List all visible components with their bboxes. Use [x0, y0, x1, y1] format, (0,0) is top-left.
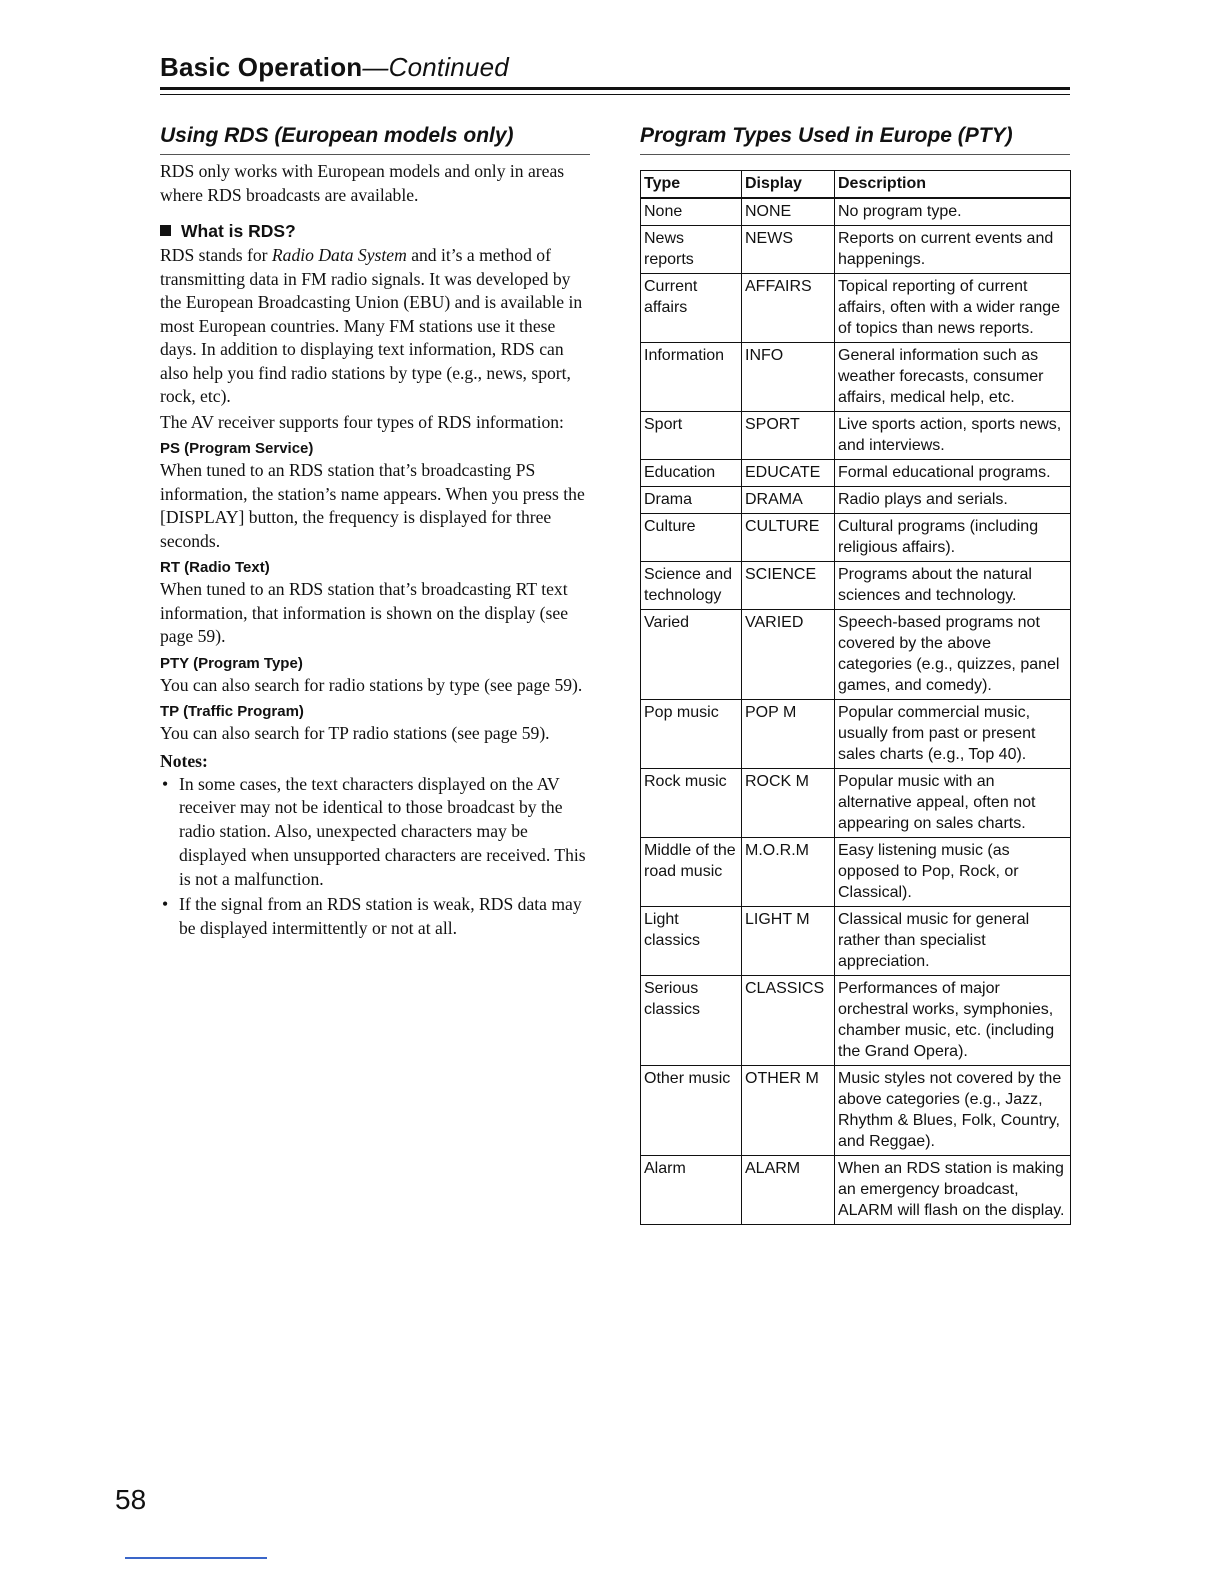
rt-text: When tuned to an RDS station that’s broadcasting RT text information, that information is shown on the display (see page 59).: [160, 579, 569, 646]
description-cell: General information such as weather forecasts, consumer affairs, medical help, etc.: [835, 343, 1071, 412]
description-cell: Speech-based programs not covered by the above categories (e.g., quizzes, panel games, and comedy).: [835, 610, 1071, 700]
ps-heading: PS (Program Service): [160, 440, 314, 457]
display-cell: CULTURE: [742, 514, 835, 562]
square-bullet-icon: [160, 225, 171, 236]
type-cell: Culture: [641, 514, 742, 562]
type-cell: Pop music: [641, 700, 742, 769]
page-title: [160, 52, 509, 82]
what-is-rds-heading: [160, 221, 590, 242]
table-row: [641, 1156, 1071, 1225]
column-header-description: Description: [835, 171, 1071, 199]
table-row: [641, 700, 1071, 769]
section-divider: [160, 154, 590, 155]
notes-heading: Notes:: [160, 750, 208, 771]
display-cell: NONE: [742, 198, 835, 226]
display-cell: VARIED: [742, 610, 835, 700]
description-cell: Radio plays and serials.: [835, 487, 1071, 514]
table-row: [641, 460, 1071, 487]
table-row: [641, 487, 1071, 514]
display-cell: POP M: [742, 700, 835, 769]
type-cell: Current affairs: [641, 274, 742, 343]
table-row: [641, 274, 1071, 343]
note-text: In some cases, the text characters displayed on the AV receiver may not be identical to those broadcast by the radio station. Also, unexpected characters may be displayed when unsupported characters are received. This is not a malfunction.: [179, 773, 586, 889]
what-heading-text: What is RDS?: [181, 221, 296, 241]
table-row: [641, 412, 1071, 460]
display-cell: DRAMA: [742, 487, 835, 514]
display-cell: CLASSICS: [742, 976, 835, 1066]
description-cell: When an RDS station is making an emergency broadcast, ALARM will flash on the display.: [835, 1156, 1071, 1225]
type-cell: Alarm: [641, 1156, 742, 1225]
table-row: [641, 976, 1071, 1066]
rds-types-paragraph: The AV receiver supports four types of RDS information:: [160, 411, 564, 432]
display-cell: M.O.R.M: [742, 838, 835, 907]
column-header-type: Type: [641, 171, 742, 199]
table-row: [641, 343, 1071, 412]
pty-table: [640, 170, 1071, 1225]
display-cell: ALARM: [742, 1156, 835, 1225]
description-cell: Easy listening music (as opposed to Pop, Rock, or Classical).: [835, 838, 1071, 907]
table-row: [641, 610, 1071, 700]
description-cell: Classical music for general rather than specialist appreciation.: [835, 907, 1071, 976]
pty-heading: PTY (Program Type): [160, 654, 303, 672]
note-item: [160, 893, 590, 941]
type-cell: Rock music: [641, 769, 742, 838]
rds-section-title: Using RDS (European models only): [160, 124, 514, 147]
display-cell: INFO: [742, 343, 835, 412]
title-continued: —Continued: [362, 52, 509, 82]
type-cell: Drama: [641, 487, 742, 514]
table-row: [641, 198, 1071, 226]
header-rule-thick: [160, 87, 1070, 90]
page-header: [160, 52, 1070, 83]
type-cell: News reports: [641, 226, 742, 274]
type-cell: Sport: [641, 412, 742, 460]
description-cell: Music styles not covered by the above categories (e.g., Jazz, Rhythm & Blues, Folk, Country, and Reggae).: [835, 1066, 1071, 1156]
table-header-row: [641, 171, 1071, 199]
column-header-display: Display: [742, 171, 835, 199]
type-cell: Education: [641, 460, 742, 487]
pty-section: [640, 124, 1070, 1225]
type-cell: Middle of the road music: [641, 838, 742, 907]
table-row: [641, 562, 1071, 610]
description-cell: No program type.: [835, 198, 1071, 226]
ps-text: When tuned to an RDS station that’s broadcasting PS information, the station’s name appears. When you press the [DISPLAY] button, the frequency is displayed for three seconds.: [160, 460, 585, 551]
description-cell: Live sports action, sports news, and interviews.: [835, 412, 1071, 460]
rds-section: [160, 124, 590, 943]
type-cell: Varied: [641, 610, 742, 700]
type-cell: Information: [641, 343, 742, 412]
display-cell: AFFAIRS: [742, 274, 835, 343]
tp-text: You can also search for TP radio stations (see page 59).: [160, 723, 550, 743]
display-cell: SCIENCE: [742, 562, 835, 610]
display-cell: EDUCATE: [742, 460, 835, 487]
description-cell: Popular music with an alternative appeal, often not appearing on sales charts.: [835, 769, 1071, 838]
bullet-icon: •: [162, 894, 169, 915]
type-cell: Serious classics: [641, 976, 742, 1066]
pty-table-body: [641, 198, 1071, 1225]
description-cell: Performances of major orchestral works, symphonies, chamber music, etc. (including the Grand Opera).: [835, 976, 1071, 1066]
notes-list: [160, 773, 590, 942]
pty-text: You can also search for radio stations by type (see page 59).: [160, 674, 583, 695]
table-row: [641, 838, 1071, 907]
table-row: [641, 514, 1071, 562]
display-cell: SPORT: [742, 412, 835, 460]
tp-heading: TP (Traffic Program): [160, 703, 304, 720]
description-cell: Topical reporting of current affairs, often with a wider range of topics than news reports.: [835, 274, 1071, 343]
note-text: If the signal from an RDS station is weak, RDS data may be displayed intermittently or not at all.: [179, 894, 582, 939]
type-cell: None: [641, 198, 742, 226]
type-cell: Light classics: [641, 907, 742, 976]
table-row: [641, 769, 1071, 838]
page-number: 58: [115, 1484, 147, 1515]
section-divider: [640, 154, 1070, 155]
display-cell: ROCK M: [742, 769, 835, 838]
table-row: [641, 907, 1071, 976]
description-cell: Reports on current events and happenings.: [835, 226, 1071, 274]
what-p1-post: and it’s a method of transmitting data in FM radio signals. It was developed by the European Broadcasting Union (EBU) and is available in most European countries. Many FM stations use it these days. In addition to displaying text information, RDS can also help you find radio stations by type (e.g., news, sport, rock, etc).: [160, 245, 583, 406]
type-cell: Other music: [641, 1066, 742, 1156]
title-main: Basic Operation: [160, 52, 363, 82]
footer-line: [125, 1557, 267, 1559]
what-is-rds-paragraph: [160, 244, 590, 409]
what-p1-em: Radio Data System: [271, 245, 407, 265]
rt-heading: RT (Radio Text): [160, 559, 270, 576]
header-rule-thin: [160, 94, 1070, 95]
display-cell: LIGHT M: [742, 907, 835, 976]
rds-intro: RDS only works with European models and only in areas where RDS broadcasts are available.: [160, 161, 565, 205]
description-cell: Programs about the natural sciences and technology.: [835, 562, 1071, 610]
type-cell: Science and technology: [641, 562, 742, 610]
display-cell: NEWS: [742, 226, 835, 274]
what-p1-pre: RDS stands for: [160, 245, 272, 265]
pty-section-title: Program Types Used in Europe (PTY): [640, 124, 1013, 147]
table-row: [641, 1066, 1071, 1156]
table-row: [641, 226, 1071, 274]
description-cell: Popular commercial music, usually from past or present sales charts (e.g., Top 40).: [835, 700, 1071, 769]
note-item: [160, 773, 590, 892]
description-cell: Formal educational programs.: [835, 460, 1071, 487]
display-cell: OTHER M: [742, 1066, 835, 1156]
description-cell: Cultural programs (including religious affairs).: [835, 514, 1071, 562]
bullet-icon: •: [162, 773, 169, 794]
